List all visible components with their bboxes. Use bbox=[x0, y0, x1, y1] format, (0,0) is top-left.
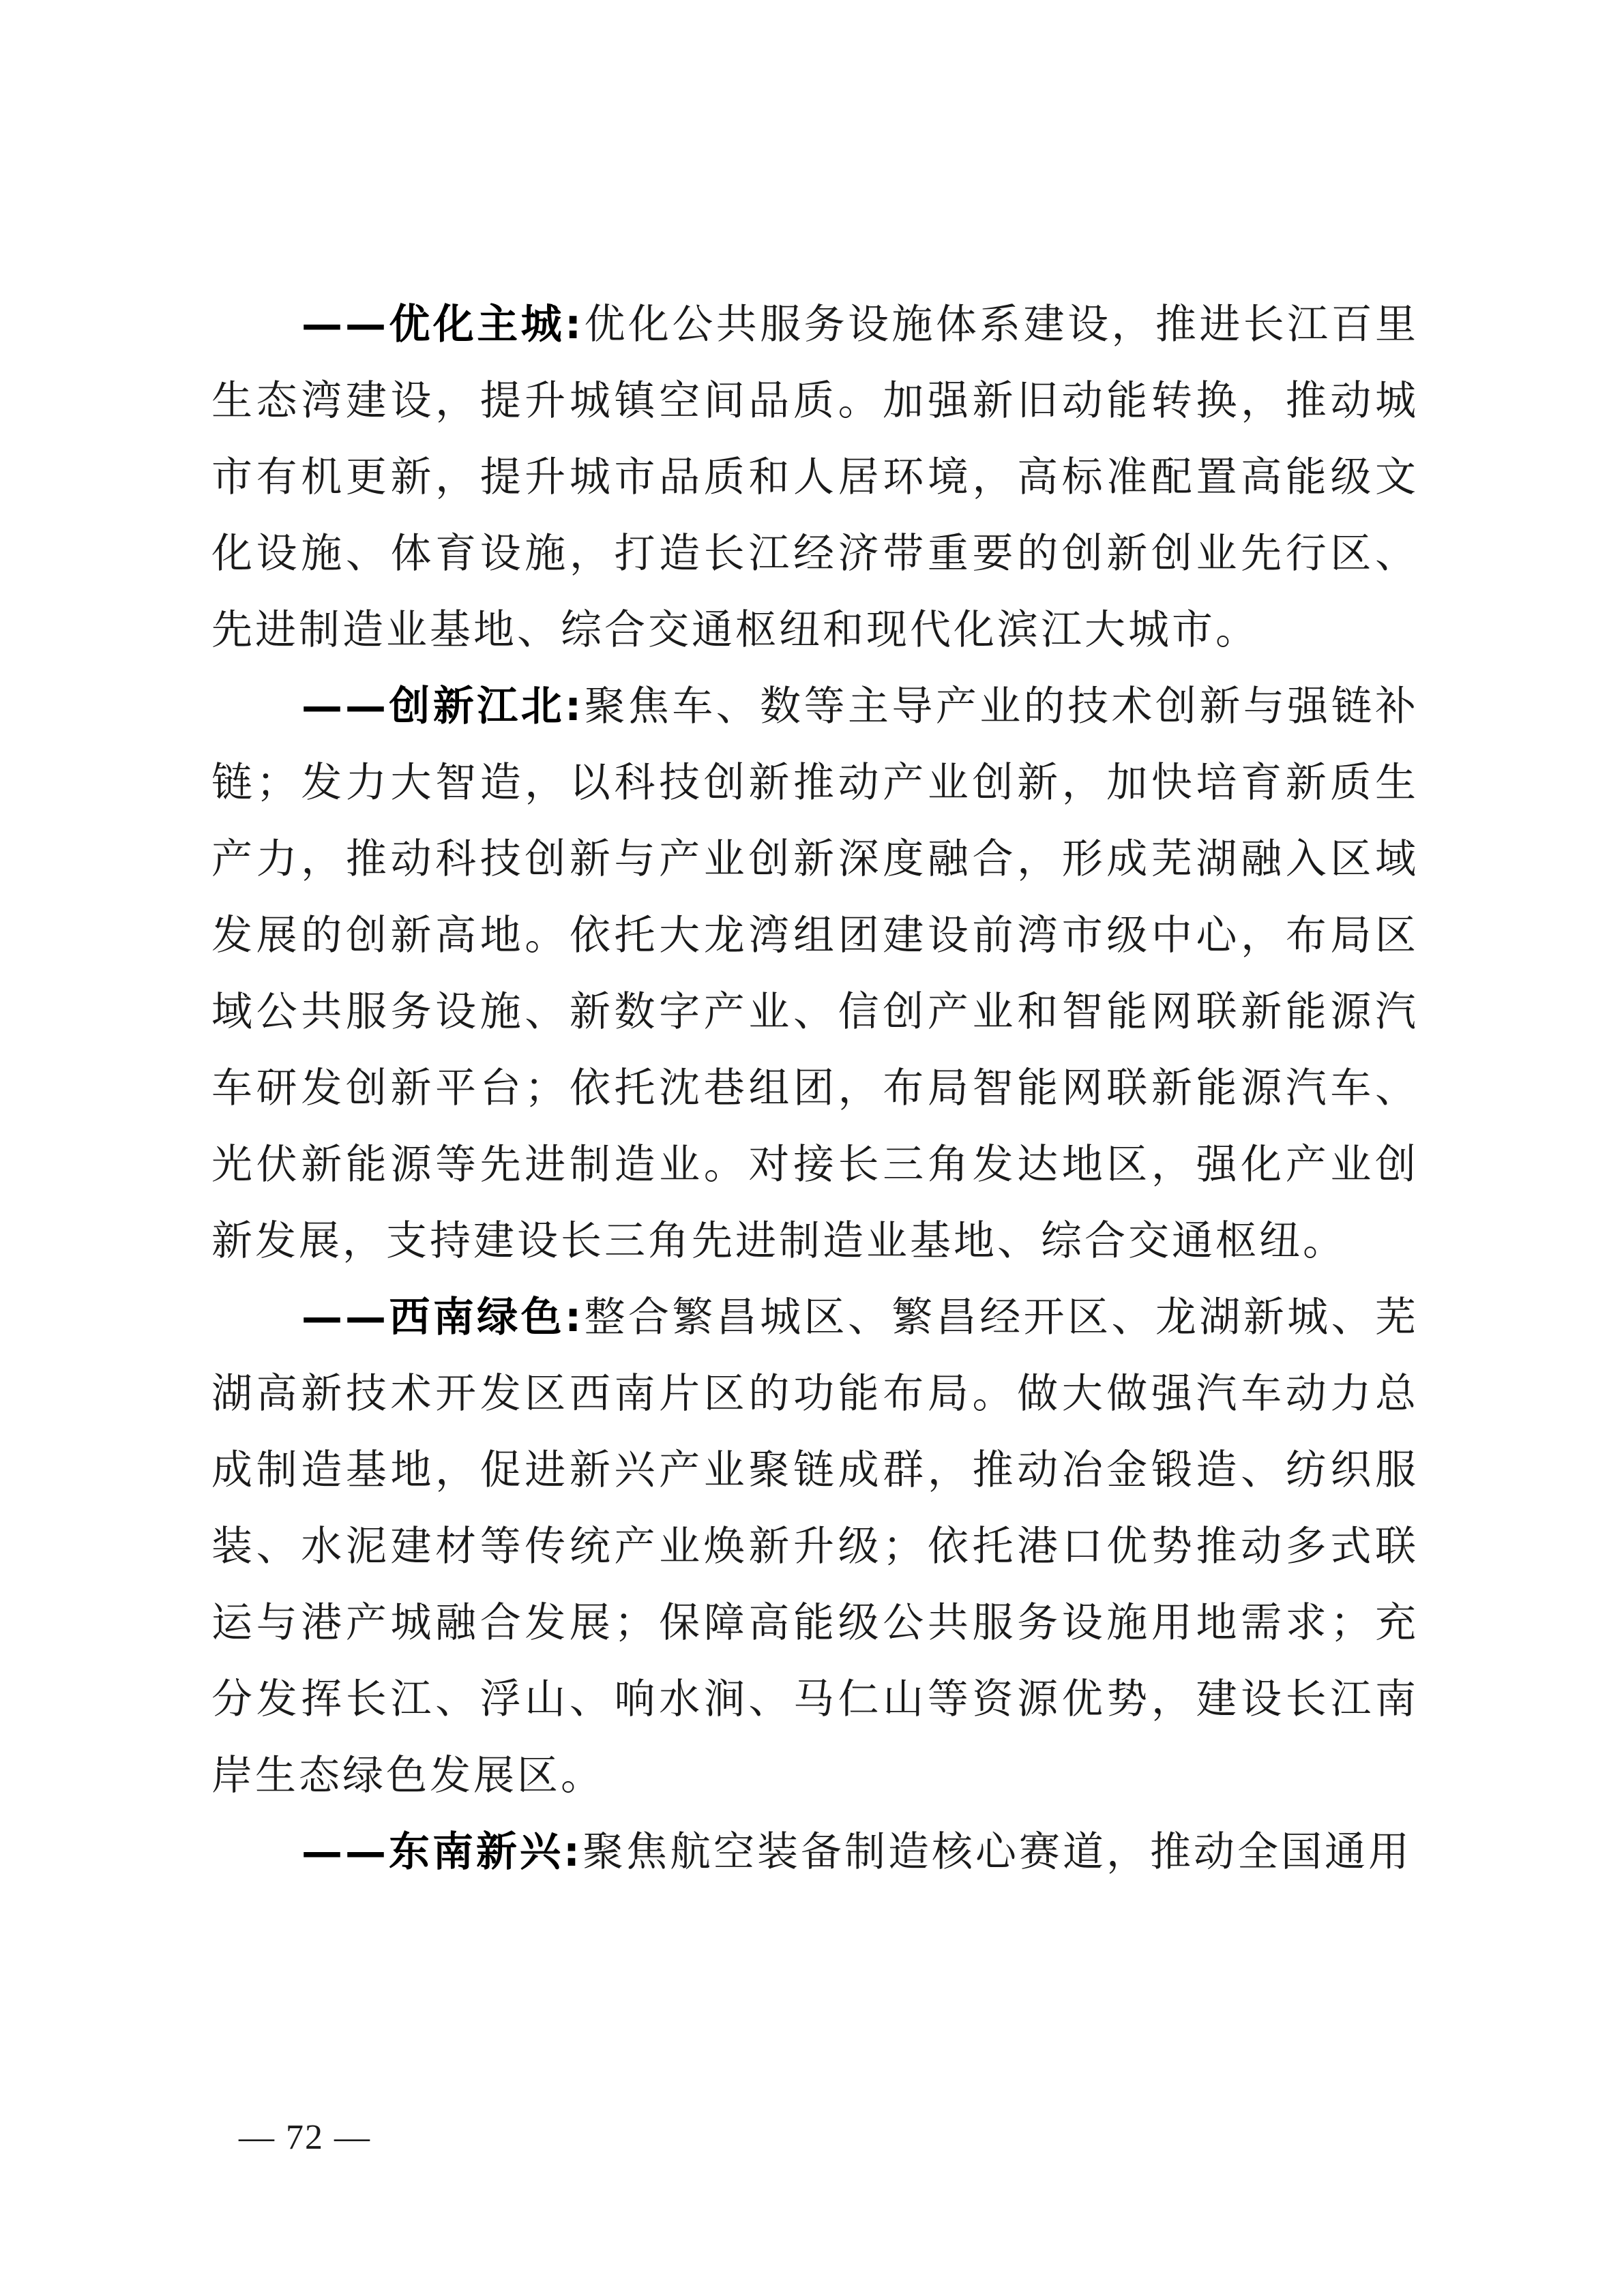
paragraph-heading: ——西南绿色: bbox=[301, 1294, 585, 1341]
paragraph-body: 优化公共服务设施体系建设，推进长江百里生态湾建设，提升城镇空间品质。加强新旧动能转换，推动城市有机更新，提升城市品质和人居环境，高标准配置高能级文化设施、体育设施，打造长江经济带重要的创新创业先行区、先进制造业基地、综合交通枢纽和现代化滨江大城市。 bbox=[211, 301, 1419, 654]
paragraph-body: 整合繁昌城区、繁昌经开区、龙湖新城、芜湖高新技术开发区西南片区的功能布局。做大做强汽车动力总成制造基地，促进新兴产业聚链成群，推动冶金锻造、纺织服装、水泥建材等传统产业焕新升级；依托港口优势推动多式联运与港产城融合发展；保障高能级公共服务设施用地需求；充分发挥长江、浮山、响水涧、马仁山等资源优势，建设长江南岸生态绿色发展区。 bbox=[211, 1294, 1419, 1800]
paragraph-body: 聚焦车、数等主导产业的技术创新与强链补链；发力大智造，以科技创新推动产业创新，加快培育新质生产力，推动科技创新与产业创新深度融合，形成芜湖融入区域发展的创新高地。依托大龙湾组团建设前湾市级中心，布局区域公共服务设施、新数字产业、信创产业和智能网联新能源汽车研发创新平台；依托沈巷组团，布局智能网联新能源汽车、光伏新能源等先进制造业。对接长三角发达地区，强化产业创新发展，支持建设长三角先进制造业基地、综合交通枢纽。 bbox=[211, 683, 1419, 1265]
paragraph-heading: ——东南新兴: bbox=[301, 1828, 582, 1876]
paragraph-southeast-emerging bbox=[211, 1814, 1419, 1890]
page-number: — 72 — bbox=[239, 2118, 371, 2157]
paragraph-optimize-main-city bbox=[211, 286, 1419, 668]
paragraph-innovation-jiangbei bbox=[211, 668, 1419, 1279]
paragraph-heading: ——优化主城: bbox=[301, 301, 585, 348]
paragraph-heading: ——创新江北: bbox=[301, 683, 585, 730]
body-text bbox=[211, 286, 1419, 1890]
paragraph-body: 聚焦航空装备制造核心赛道，推动全国通用 bbox=[582, 1828, 1412, 1876]
paragraph-southwest-green bbox=[211, 1279, 1419, 1814]
